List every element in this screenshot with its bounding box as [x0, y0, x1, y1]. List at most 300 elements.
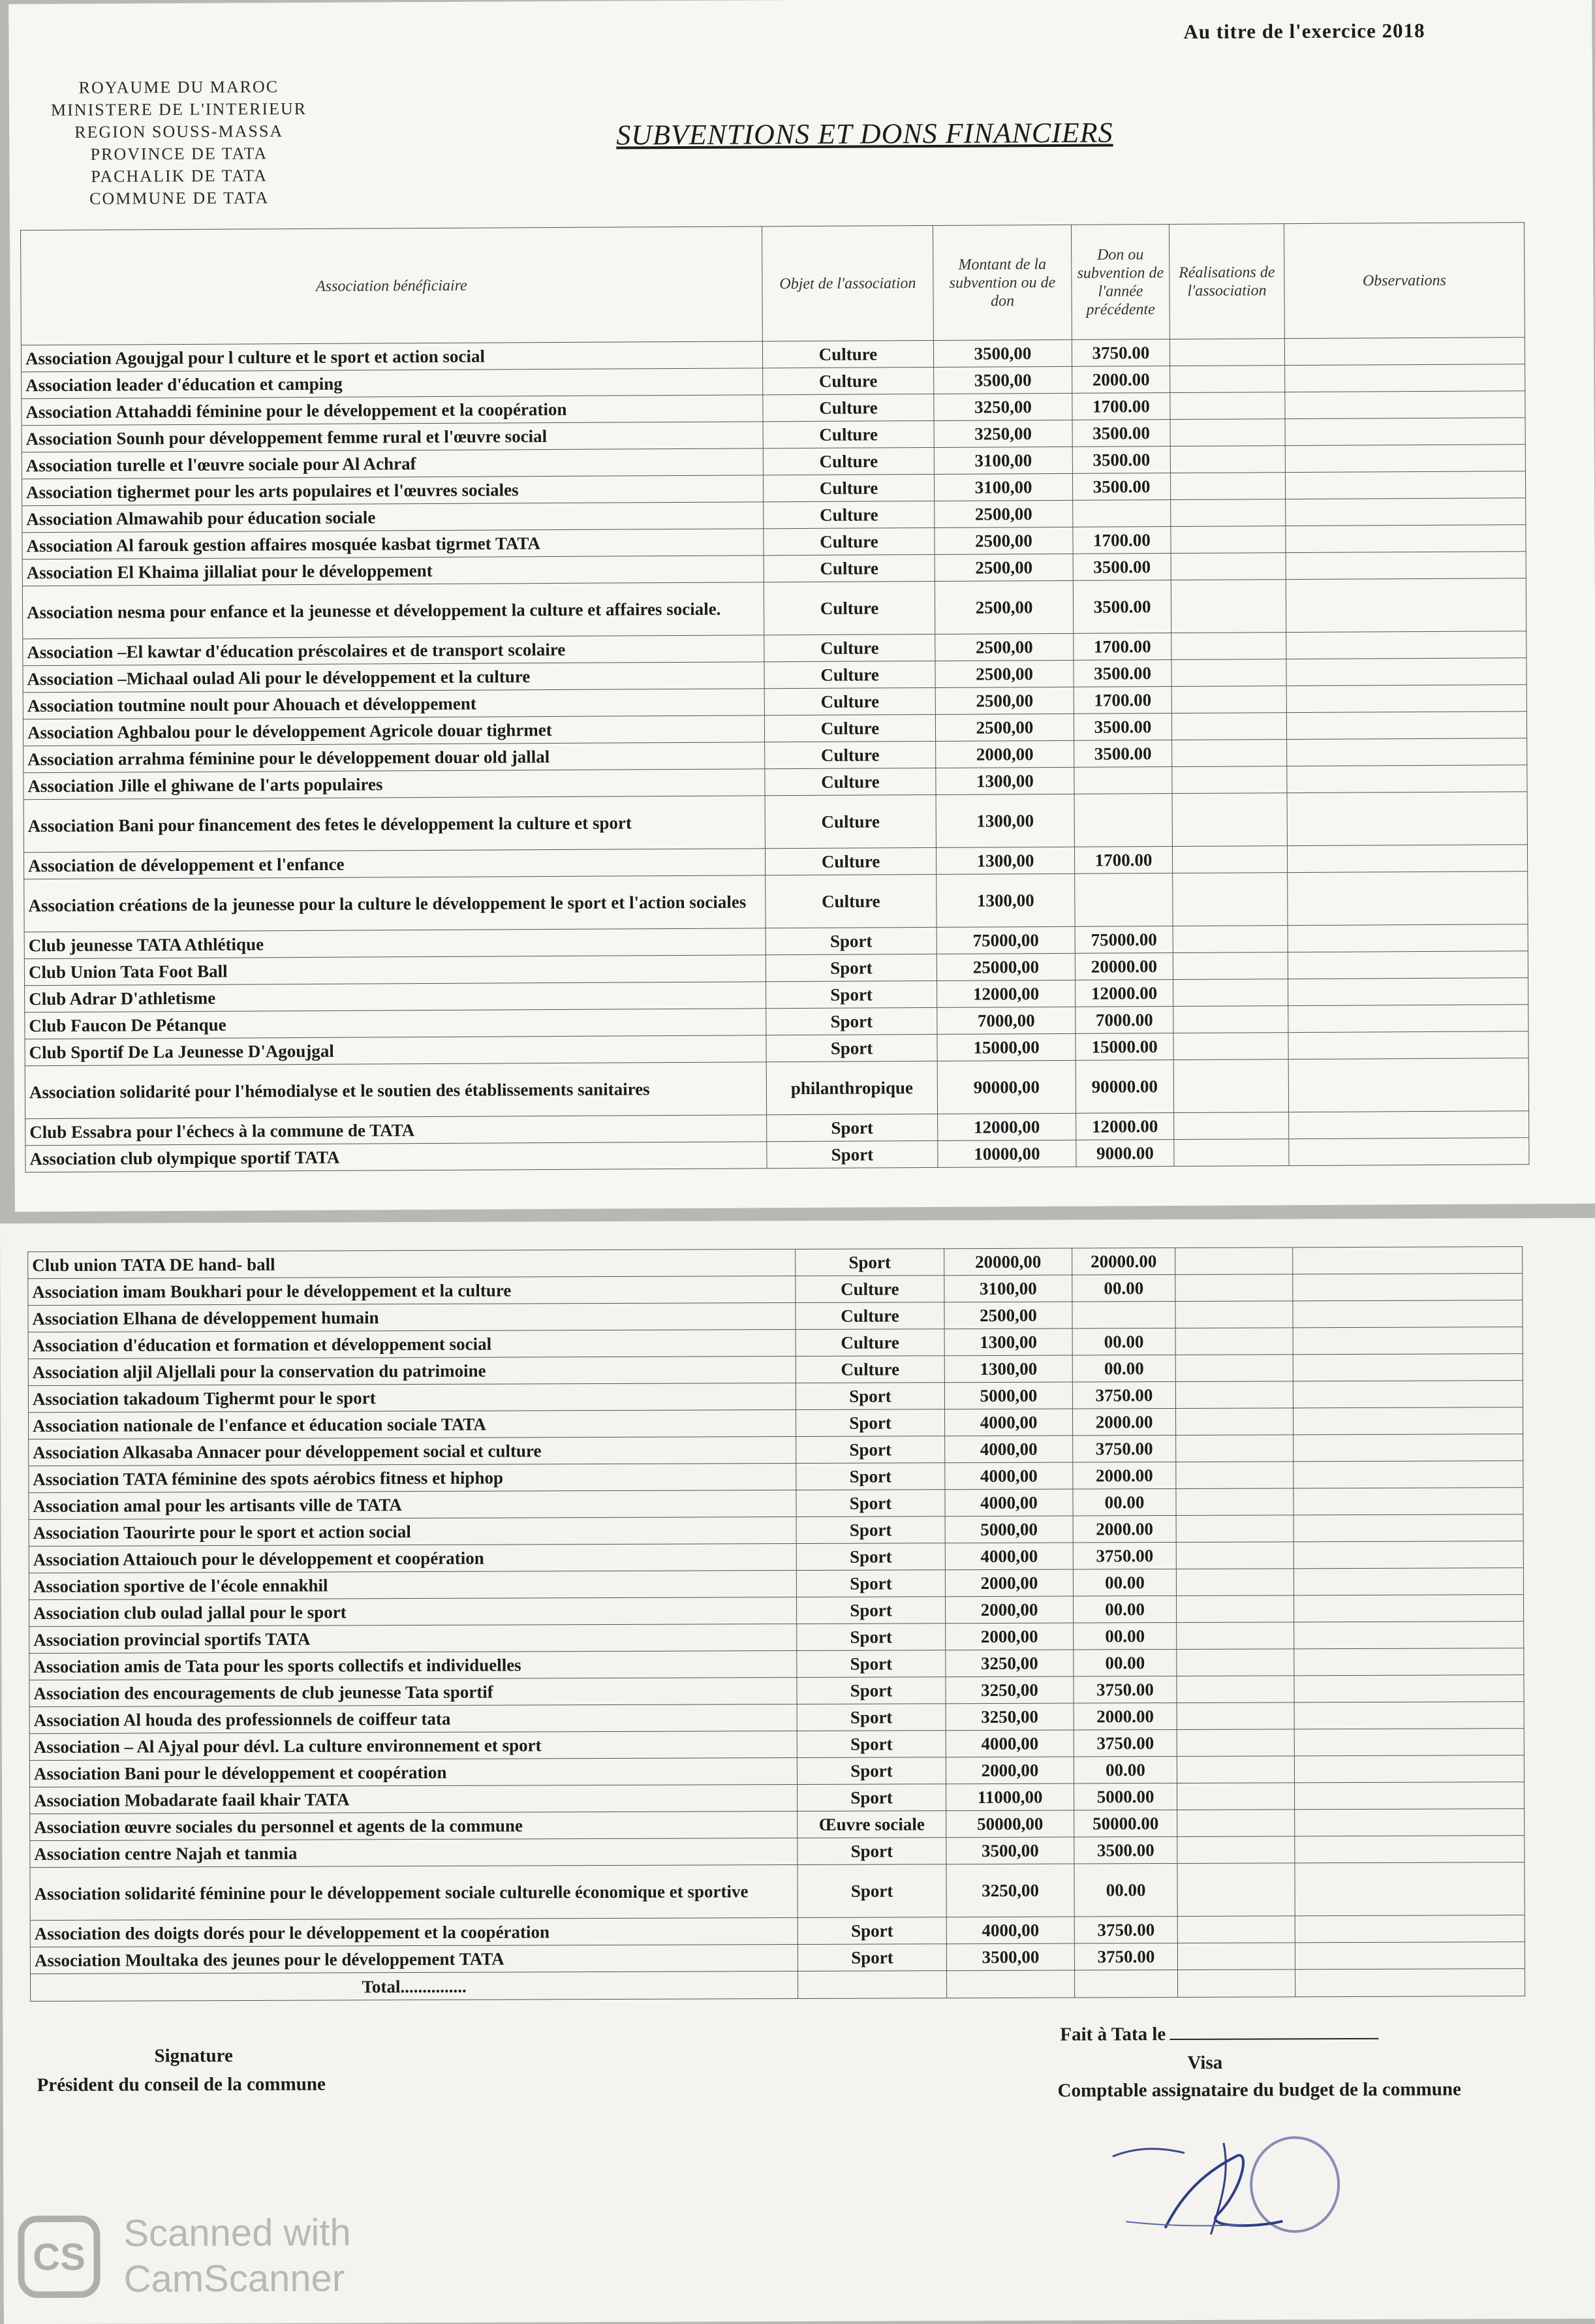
previous-year-don: 5000.00	[1074, 1783, 1177, 1810]
realisations-cell	[1171, 633, 1286, 660]
association-objet: Sport	[796, 1463, 945, 1490]
observations-cell	[1285, 471, 1525, 499]
previous-year-don: 2000.00	[1072, 366, 1170, 394]
association-name: Association d'éducation et formation et développement social	[28, 1330, 796, 1359]
subvention-amount: 12000,00	[937, 980, 1076, 1007]
association-name: Association toutmine noult pour Ahouach et développement	[23, 689, 764, 719]
association-objet: Sport	[797, 1917, 946, 1945]
previous-year-don: 3500.00	[1073, 554, 1171, 581]
association-objet: Culture	[763, 474, 934, 501]
realisations-cell	[1177, 1703, 1294, 1730]
table-row	[24, 872, 1528, 932]
association-name: Association Almawahib pour éducation sociale	[22, 502, 764, 533]
association-name: Association Al houda des professionnels de coiffeur tata	[29, 1704, 797, 1734]
association-objet: Culture	[766, 874, 937, 928]
previous-year-don: 1700.00	[1074, 847, 1172, 874]
association-objet: Culture	[765, 768, 936, 795]
association-objet: Culture	[796, 1329, 944, 1357]
association-objet: Culture	[796, 1356, 944, 1383]
realisations-cell	[1172, 793, 1287, 847]
observations-cell	[1285, 445, 1525, 473]
association-name: Association Alkasaba Annacer pour développement social et culture	[29, 1437, 796, 1466]
association-name: Association TATA féminine des spots aérobics fitness et hiphop	[29, 1464, 796, 1493]
realisations-cell	[1170, 392, 1285, 420]
previous-year-don	[1074, 767, 1172, 794]
subvention-amount: 3250,00	[946, 1703, 1074, 1731]
visa-label: Visa	[1187, 2052, 1223, 2073]
observations-cell	[1285, 418, 1525, 446]
observations-cell	[1286, 525, 1526, 553]
observations-cell	[1293, 1274, 1523, 1301]
previous-year-don: 00.00	[1073, 1488, 1176, 1516]
exercice-year: Au titre de l'exercice 2018	[1183, 19, 1425, 43]
previous-year-don: 9000.00	[1076, 1140, 1174, 1167]
page-title: SUBVENTIONS ET DONS FINANCIERS	[616, 116, 1113, 151]
previous-year-don: 00.00	[1072, 1328, 1175, 1355]
realisations-cell	[1173, 979, 1288, 1007]
previous-year-don	[1073, 500, 1171, 527]
realisations-cell	[1177, 1863, 1295, 1917]
realisations-cell	[1175, 1301, 1293, 1328]
observations-cell	[1293, 1568, 1523, 1595]
observations-cell	[1286, 578, 1526, 633]
association-name: Association nationale de l'enfance et éducation sociale TATA	[29, 1410, 796, 1439]
association-objet: Sport	[796, 1249, 944, 1276]
observations-cell	[1294, 1648, 1524, 1676]
subvention-amount: 3500,00	[946, 1837, 1074, 1864]
association-objet: Œuvre sociale	[797, 1811, 946, 1838]
previous-year-don: 00.00	[1074, 1622, 1177, 1650]
association-objet: Sport	[797, 1944, 946, 1971]
previous-year-don: 7000.00	[1076, 1007, 1173, 1034]
association-objet: Sport	[796, 1436, 945, 1464]
subvention-amount: 4000,00	[945, 1543, 1073, 1570]
association-objet: Culture	[796, 1302, 944, 1330]
realisations-cell	[1177, 1783, 1295, 1810]
observations-cell	[1288, 1031, 1528, 1060]
observations-cell	[1286, 658, 1526, 686]
previous-year-don: 3500.00	[1074, 714, 1171, 741]
observations-cell	[1293, 1461, 1523, 1488]
previous-year-don: 3500.00	[1072, 473, 1170, 501]
ministry-line: ROYAUME DU MAROC	[78, 77, 279, 97]
subvention-amount: 3250,00	[946, 1864, 1074, 1917]
association-name: Association imam Boukhari pour le développement et la culture	[28, 1276, 796, 1306]
association-name: Association des doigts dorés pour le développement et la coopération	[30, 1918, 797, 1947]
association-name: Association Mobadarate faail khair TATA	[30, 1785, 797, 1814]
association-name: Association Sounh pour développement femme rural et l'œuvre social	[22, 422, 763, 452]
realisations-cell	[1177, 1916, 1295, 1943]
association-objet: Culture	[765, 794, 936, 848]
subvention-amount: 4000,00	[945, 1436, 1073, 1463]
previous-year-don: 3750.00	[1073, 1435, 1176, 1462]
previous-year-don: 3750.00	[1072, 339, 1169, 367]
previous-year-don: 3500.00	[1074, 1836, 1177, 1864]
previous-year-don: 12000.00	[1076, 980, 1173, 1007]
association-name: Association Agoujgal pour l culture et le sport et action social	[21, 341, 762, 372]
observations-cell	[1293, 1488, 1523, 1515]
subvention-amount: 3250,00	[934, 393, 1072, 420]
realisations-cell	[1175, 1381, 1293, 1409]
camscanner-logo-icon: CS	[18, 2216, 100, 2298]
subvention-amount: 3100,00	[944, 1275, 1072, 1302]
observations-cell	[1287, 792, 1527, 846]
fait-a-tata	[1060, 2023, 1378, 2046]
observations-cell	[1293, 1247, 1523, 1274]
previous-year-don: 3750.00	[1074, 1916, 1177, 1943]
observations-cell	[1293, 1381, 1523, 1408]
subvention-amount: 2500,00	[944, 1302, 1072, 1329]
previous-year-don	[1074, 794, 1172, 847]
realisations-cell	[1177, 1595, 1294, 1623]
subvention-amount: 20000,00	[944, 1248, 1072, 1276]
previous-year-don: 3500.00	[1072, 420, 1170, 447]
observations-cell	[1287, 738, 1527, 766]
subvention-amount: 1300,00	[936, 767, 1074, 794]
observations-cell	[1295, 1836, 1525, 1863]
subvention-amount: 1300,00	[936, 847, 1074, 874]
col-header-association: Association bénéficiaire	[20, 227, 762, 345]
association-objet: Sport	[796, 1543, 945, 1571]
association-objet: Culture	[764, 554, 935, 582]
observations-cell	[1287, 845, 1527, 873]
subvention-amount: 4000,00	[945, 1462, 1073, 1490]
col-header-don: Don ou subvention de l'année précédente	[1071, 225, 1169, 340]
association-objet: Culture	[764, 501, 935, 528]
document-page-1	[8, 0, 1595, 1212]
realisations-cell	[1170, 366, 1285, 393]
observations-cell	[1288, 1058, 1528, 1112]
subvention-amount: 75000,00	[937, 926, 1075, 954]
association-name: Club union TATA DE hand- ball	[28, 1249, 796, 1279]
realisations-cell	[1174, 1112, 1289, 1140]
association-objet: Culture	[765, 741, 936, 768]
realisations-cell	[1173, 1006, 1288, 1033]
association-objet: Sport	[766, 1007, 937, 1035]
observations-cell	[1293, 1515, 1523, 1542]
comptable-label: Comptable assignataire du budget de la commune	[1057, 2079, 1461, 2101]
association-objet: Culture	[764, 581, 935, 635]
subvention-amount: 3500,00	[933, 339, 1072, 367]
association-name: Association Moultaka des jeunes pour le développement TATA	[30, 1945, 797, 1974]
observations-cell	[1293, 1354, 1523, 1381]
association-name: Club Union Tata Foot Ball	[24, 955, 766, 986]
previous-year-don: 1700.00	[1074, 633, 1171, 661]
previous-year-don	[1072, 1301, 1175, 1328]
previous-year-don: 00.00	[1072, 1355, 1175, 1382]
association-name: Association Jille el ghiwane de l'arts populaires	[23, 769, 765, 800]
realisations-cell	[1176, 1488, 1293, 1516]
observations-cell	[1288, 924, 1528, 952]
association-objet: Culture	[764, 687, 935, 715]
association-name: Club Essabra pour l'échecs à la commune de TATA	[25, 1115, 767, 1146]
association-name: Association arrahma féminine pour le développement douar old jallal	[23, 742, 765, 773]
observations-cell	[1294, 1729, 1524, 1756]
previous-year-don: 00.00	[1074, 1595, 1177, 1623]
association-objet: Culture	[764, 661, 935, 688]
previous-year-don: 1700.00	[1073, 527, 1171, 554]
association-objet: Culture	[763, 447, 934, 475]
association-name: Association club olympique sportif TATA	[25, 1142, 767, 1172]
realisations-cell	[1177, 1729, 1294, 1757]
association-name: Association turelle et l'œuvre sociale pour Al Achraf	[22, 448, 763, 479]
realisations-cell	[1170, 473, 1285, 500]
ministry-line: PACHALIK DE TATA	[91, 166, 268, 186]
subvention-amount: 2000,00	[945, 1569, 1073, 1597]
realisations-cell	[1171, 713, 1286, 740]
subvention-amount: 2500,00	[935, 687, 1074, 714]
previous-year-don: 1700.00	[1072, 393, 1170, 420]
subvention-amount: 1300,00	[944, 1355, 1072, 1383]
association-name: Club jeunesse TATA Athlétique	[24, 928, 766, 959]
association-name: Association tighermet pour les arts populaires et l'œuvres sociales	[22, 475, 763, 506]
realisations-cell	[1177, 1622, 1294, 1650]
association-objet: Sport	[796, 1516, 945, 1544]
observations-cell	[1295, 1915, 1525, 1943]
association-name: Association sportive de l'école ennakhil	[29, 1571, 796, 1600]
observations-cell	[1294, 1595, 1524, 1622]
scanner-line-2: CamScanner	[123, 2257, 345, 2300]
association-name: Association créations de la jeunesse pour la culture le développement le sport et l'action sociales	[24, 875, 766, 932]
realisations-cell	[1176, 1462, 1293, 1489]
association-name: Association Aghbalou pour le développement Agricole douar tighrmet	[23, 715, 764, 746]
association-objet: Culture	[763, 367, 934, 394]
realisations-cell	[1176, 1542, 1293, 1569]
observations-cell	[1284, 338, 1525, 366]
ministry-line: MINISTERE DE L'INTERIEUR	[50, 99, 307, 120]
realisations-cell	[1171, 686, 1286, 714]
association-name: Association Attaiouch pour le développement et coopération	[29, 1544, 796, 1573]
association-objet: Sport	[797, 1838, 946, 1865]
realisations-cell	[1177, 1810, 1295, 1837]
realisations-cell	[1176, 1408, 1293, 1436]
association-name: Association Al farouk gestion affaires mosquée kasbat tigrmet TATA	[22, 529, 764, 559]
association-name: Association amis de Tata pour les sports collectifs et individuelles	[29, 1651, 797, 1680]
col-header-objet: Objet de l'association	[762, 225, 933, 341]
association-name: Association œuvre sociales du personnel et agents de la commune	[30, 1812, 797, 1841]
realisations-cell	[1174, 1139, 1289, 1167]
realisations-cell	[1177, 1649, 1294, 1676]
observations-cell	[1289, 1138, 1529, 1166]
realisations-cell	[1169, 339, 1284, 366]
col-header-realisations: Réalisations de l'association	[1169, 224, 1284, 339]
subvention-amount: 2500,00	[935, 580, 1073, 634]
association-objet: Culture	[765, 847, 936, 875]
realisations-cell	[1175, 1328, 1293, 1355]
subvention-amount: 90000,00	[937, 1060, 1076, 1114]
table-row	[30, 1862, 1525, 1921]
observations-cell	[1288, 872, 1528, 926]
association-objet: Sport	[797, 1784, 946, 1812]
previous-year-don: 3750.00	[1074, 1729, 1177, 1757]
previous-year-don: 00.00	[1073, 1569, 1176, 1596]
observations-cell	[1288, 1005, 1528, 1033]
table-row	[25, 1058, 1528, 1119]
subvention-amount: 15000,00	[937, 1033, 1076, 1061]
subvention-amount: 2000,00	[946, 1757, 1074, 1784]
association-name: Association leader d'éducation et camping	[22, 368, 763, 399]
association-objet: Sport	[797, 1864, 946, 1918]
association-name: Association centre Najah et tanmia	[30, 1838, 797, 1868]
subvention-amount: 2000,00	[946, 1596, 1074, 1624]
observations-cell	[1294, 1675, 1524, 1703]
association-name: Association de développement et l'enfance	[23, 849, 765, 879]
association-objet: Sport	[766, 927, 937, 954]
table-body-page-1	[21, 338, 1529, 1172]
association-objet: Sport	[797, 1677, 946, 1704]
subvention-amount: 3500,00	[934, 366, 1072, 394]
realisations-cell	[1171, 580, 1286, 633]
table-row	[22, 578, 1526, 639]
association-name: Association Attahaddi féminine pour le développement et la coopération	[22, 395, 763, 426]
realisations-cell	[1177, 1756, 1294, 1783]
previous-year-don: 3500.00	[1074, 660, 1171, 687]
subvention-amount: 10000,00	[938, 1140, 1076, 1167]
subvention-amount: 3100,00	[934, 447, 1072, 474]
observations-cell	[1286, 498, 1526, 526]
association-name: Association solidarité féminine pour le développement sociale culturelle économique et sportive	[30, 1865, 797, 1921]
previous-year-don: 75000.00	[1075, 926, 1173, 954]
subvention-amount: 5000,00	[945, 1516, 1073, 1543]
observations-cell	[1293, 1541, 1523, 1569]
subvention-amount: 4000,00	[945, 1489, 1073, 1516]
subvention-amount: 3250,00	[934, 420, 1072, 447]
ministry-line: REGION SOUSS-MASSA	[74, 121, 284, 142]
date-line	[1169, 2038, 1378, 2040]
subvention-amount: 25000,00	[937, 953, 1075, 981]
association-objet: philanthropique	[766, 1061, 937, 1114]
previous-year-don: 2000.00	[1073, 1515, 1176, 1543]
ministry-line: PROVINCE DE TATA	[90, 144, 268, 164]
signature-label: Signature	[154, 2045, 233, 2067]
previous-year-don: 90000.00	[1076, 1060, 1173, 1114]
association-objet: Sport	[796, 1383, 944, 1410]
total-label: Total...............	[31, 1971, 798, 2002]
previous-year-don: 3750.00	[1072, 1381, 1175, 1409]
association-objet: Sport	[766, 954, 937, 981]
association-objet: Culture	[764, 634, 935, 661]
observations-cell	[1295, 1809, 1525, 1836]
observations-cell	[1287, 765, 1527, 793]
col-header-montant: Montant de la subvention ou de don	[933, 225, 1072, 340]
association-objet: Culture	[764, 714, 935, 742]
subvention-amount: 2500,00	[935, 633, 1074, 661]
subvention-amount: 3100,00	[934, 473, 1072, 501]
subvention-amount: 2000,00	[946, 1623, 1074, 1650]
association-name: Association club oulad jallal pour le sport	[29, 1597, 797, 1627]
association-objet: Sport	[796, 1570, 945, 1597]
realisations-cell	[1175, 1355, 1293, 1382]
col-header-observations: Observations	[1284, 223, 1525, 339]
previous-year-don: 3750.00	[1073, 1542, 1176, 1569]
realisations-cell	[1176, 1515, 1293, 1543]
association-objet: Culture	[763, 420, 934, 448]
realisations-cell	[1172, 740, 1287, 767]
subvention-amount: 2500,00	[935, 500, 1073, 527]
table-body-page-2	[28, 1247, 1525, 1974]
association-objet: Culture	[762, 340, 933, 368]
observations-cell	[1286, 712, 1526, 740]
observations-cell	[1295, 1782, 1525, 1810]
subvention-amount: 50000,00	[946, 1810, 1074, 1838]
association-name: Association solidarité pour l'hémodialyse et le soutien des établissements sanitaires	[25, 1062, 766, 1119]
association-name: Association provincial sportifs TATA	[29, 1624, 797, 1654]
realisations-cell	[1176, 1569, 1293, 1596]
association-name: Association aljil Aljellali pour la conservation du patrimoine	[28, 1357, 796, 1386]
camscanner-watermark	[18, 2210, 351, 2302]
scanner-line-1: Scanned with	[123, 2211, 351, 2255]
association-name: Association takadoum Tighermt pour le sport	[28, 1383, 796, 1413]
association-name: Association des encouragements de club jeunesse Tata sportif	[29, 1678, 797, 1707]
realisations-cell	[1171, 553, 1286, 580]
subvention-amount: 4000,00	[946, 1917, 1074, 1944]
previous-year-don: 00.00	[1074, 1649, 1177, 1676]
realisations-cell	[1170, 419, 1285, 447]
subvention-amount: 4000,00	[946, 1730, 1074, 1757]
previous-year-don: 3500.00	[1073, 580, 1171, 634]
previous-year-don: 00.00	[1074, 1863, 1177, 1917]
previous-year-don: 2000.00	[1074, 1703, 1177, 1730]
association-name: Association Taourirte pour le sport et action social	[29, 1517, 796, 1547]
observations-cell	[1285, 391, 1525, 419]
association-objet: Sport	[797, 1704, 946, 1731]
association-objet: Culture	[764, 527, 935, 555]
previous-year-don: 00.00	[1074, 1756, 1177, 1783]
association-name: Association nesma pour enfance et la jeunesse et développement la culture et affaires sociale.	[22, 582, 764, 639]
handwritten-signature	[1087, 2129, 1335, 2241]
observations-cell	[1289, 1111, 1529, 1139]
total-row	[31, 1969, 1525, 2002]
realisations-cell	[1175, 1248, 1293, 1275]
association-name: Club Sportif De La Jeunesse D'Agoujgal	[25, 1035, 766, 1066]
observations-cell	[1293, 1434, 1523, 1462]
association-objet: Sport	[767, 1140, 938, 1168]
document-page-2	[0, 1218, 1595, 2324]
observations-cell	[1288, 978, 1528, 1006]
subvention-amount: 11000,00	[946, 1783, 1074, 1811]
subvention-amount: 12000,00	[938, 1113, 1076, 1140]
observations-cell	[1293, 1327, 1523, 1355]
realisations-cell	[1171, 499, 1286, 527]
subsidies-table-page-2	[27, 1246, 1525, 2002]
observations-cell	[1286, 552, 1526, 580]
previous-year-don: 1700.00	[1074, 687, 1171, 714]
observations-cell	[1286, 685, 1526, 713]
subvention-amount: 2500,00	[935, 527, 1073, 554]
association-objet: Sport	[796, 1490, 945, 1517]
association-objet: Sport	[797, 1731, 946, 1758]
observations-cell	[1293, 1407, 1523, 1435]
association-name: Association Bani pour financement des fetes le développement la culture et sport	[23, 796, 765, 853]
observations-cell	[1285, 364, 1525, 392]
previous-year-don: 15000.00	[1076, 1033, 1173, 1061]
observations-cell	[1288, 951, 1528, 979]
association-objet: Sport	[797, 1624, 946, 1651]
previous-year-don: 3500.00	[1072, 447, 1170, 474]
previous-year-don: 2000.00	[1073, 1408, 1176, 1436]
realisations-cell	[1177, 1836, 1295, 1864]
association-objet: Culture	[763, 394, 934, 421]
association-objet: Sport	[797, 1650, 946, 1678]
president-label: Président du conseil de la commune	[37, 2073, 326, 2096]
association-name: Association –El kawtar d'éducation préscolaires et de transport scolaire	[23, 635, 764, 666]
observations-cell	[1294, 1755, 1524, 1783]
realisations-cell	[1173, 1060, 1288, 1113]
ministry-header	[35, 76, 323, 210]
subvention-amount: 2500,00	[935, 554, 1073, 581]
subvention-amount: 2500,00	[935, 714, 1074, 741]
association-name: Association amal pour les artisants ville de TATA	[29, 1490, 796, 1520]
